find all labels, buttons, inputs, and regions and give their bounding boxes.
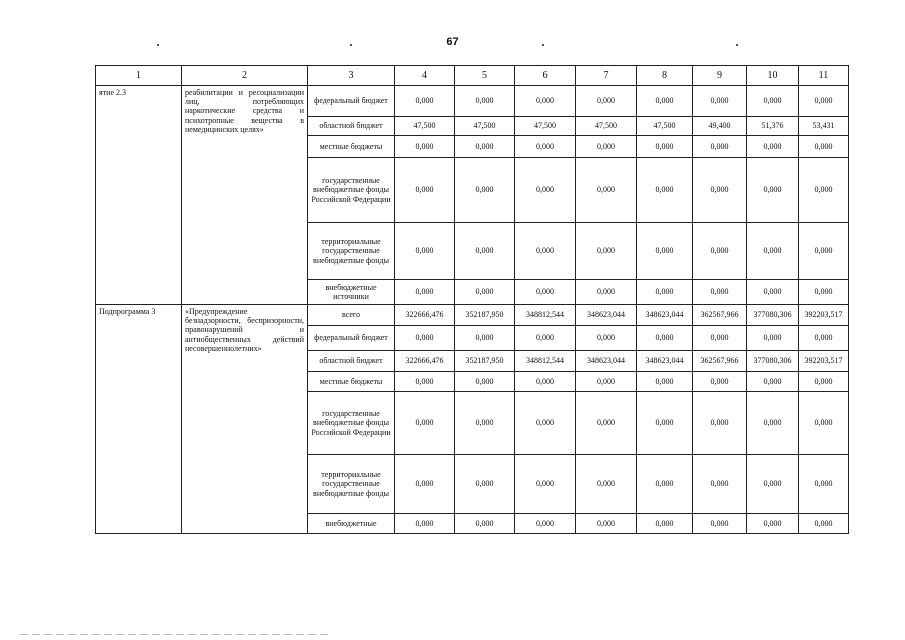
budget-value: 377080,306: [747, 305, 799, 326]
budget-value: 0,000: [799, 280, 849, 305]
budget-value: 348623,044: [576, 305, 637, 326]
budget-value: 0,000: [693, 223, 747, 280]
funding-source: местные бюджеты: [308, 372, 395, 392]
budget-value: 0,000: [799, 455, 849, 514]
budget-value: 348623,044: [576, 351, 637, 372]
budget-value: 0,000: [515, 455, 576, 514]
budget-value: 0,000: [747, 392, 799, 455]
budget-value: 348812,544: [515, 305, 576, 326]
budget-value: 0,000: [515, 372, 576, 392]
budget-value: 0,000: [693, 158, 747, 223]
budget-value: 47,500: [515, 117, 576, 136]
budget-value: 0,000: [799, 136, 849, 158]
budget-value: 0,000: [576, 372, 637, 392]
budget-value: 0,000: [395, 455, 455, 514]
program-description: «Предупреждение безнадзорности, беспризорности, правонарушений и антиобщественных действий несовершеннолетних»: [182, 305, 308, 534]
budget-value: 47,500: [637, 117, 693, 136]
budget-value: 0,000: [747, 280, 799, 305]
budget-value: 0,000: [693, 86, 747, 117]
budget-value: 0,000: [799, 372, 849, 392]
table-row: [96, 86, 849, 117]
budget-value: 0,000: [637, 455, 693, 514]
budget-value: 0,000: [799, 158, 849, 223]
scan-dot: [542, 44, 544, 46]
budget-value: 0,000: [637, 392, 693, 455]
funding-source: территориальные государственные внебюджетные фонды: [308, 223, 395, 280]
scan-dot: [157, 44, 159, 46]
budget-value: 0,000: [693, 514, 747, 534]
budget-value: 0,000: [395, 392, 455, 455]
budget-value: 0,000: [395, 280, 455, 305]
column-number: 7: [576, 66, 637, 86]
budget-value: 322666,476: [395, 305, 455, 326]
budget-value: 0,000: [455, 392, 515, 455]
page-number: 67: [446, 36, 459, 48]
budget-value: 0,000: [455, 223, 515, 280]
budget-value: 51,376: [747, 117, 799, 136]
budget-value: 0,000: [576, 86, 637, 117]
budget-value: 0,000: [693, 326, 747, 351]
funding-source: федеральный бюджет: [308, 86, 395, 117]
budget-value: 0,000: [395, 158, 455, 223]
budget-value: 392203,517: [799, 305, 849, 326]
budget-value: 0,000: [515, 136, 576, 158]
funding-source: местные бюджеты: [308, 136, 395, 158]
budget-value: 0,000: [637, 326, 693, 351]
budget-value: 0,000: [395, 223, 455, 280]
budget-value: 47,500: [455, 117, 515, 136]
budget-value: 0,000: [799, 86, 849, 117]
budget-value: 0,000: [515, 514, 576, 534]
column-number: 2: [182, 66, 308, 86]
column-number: 9: [693, 66, 747, 86]
budget-value: 0,000: [455, 455, 515, 514]
budget-value: 0,000: [455, 326, 515, 351]
funding-source: федеральный бюджет: [308, 326, 395, 351]
scan-dot: [736, 44, 738, 46]
budget-value: 0,000: [637, 514, 693, 534]
funding-source: территориальные государственные внебюджетные фонды: [308, 455, 395, 514]
budget-value: 0,000: [693, 280, 747, 305]
budget-value: 0,000: [693, 372, 747, 392]
funding-source: внебюджетные источники: [308, 280, 395, 305]
budget-value: 0,000: [515, 86, 576, 117]
funding-source: государственные внебюджетные фонды Российской Федерации: [308, 158, 395, 223]
budget-value: 0,000: [747, 86, 799, 117]
budget-value: 348623,044: [637, 351, 693, 372]
budget-value: 0,000: [515, 158, 576, 223]
budget-value: 0,000: [799, 392, 849, 455]
budget-value: 0,000: [576, 514, 637, 534]
budget-value: 0,000: [747, 223, 799, 280]
funding-source: внебюджетные: [308, 514, 395, 534]
budget-value: 0,000: [515, 392, 576, 455]
budget-value: 0,000: [747, 158, 799, 223]
budget-value: 0,000: [637, 86, 693, 117]
budget-value: 0,000: [637, 136, 693, 158]
funding-source: областной бюджет: [308, 117, 395, 136]
funding-source: областной бюджет: [308, 351, 395, 372]
budget-value: 0,000: [576, 223, 637, 280]
budget-value: 0,000: [693, 455, 747, 514]
budget-value: 0,000: [576, 392, 637, 455]
budget-value: 0,000: [455, 280, 515, 305]
budget-value: 0,000: [747, 514, 799, 534]
budget-value: 49,400: [693, 117, 747, 136]
budget-value: 0,000: [747, 136, 799, 158]
budget-value: 348623,044: [637, 305, 693, 326]
budget-value: 0,000: [637, 280, 693, 305]
budget-value: 0,000: [576, 455, 637, 514]
program-label: Подпрограмма 3: [96, 305, 182, 534]
funding-source: всего: [308, 305, 395, 326]
budget-value: 322666,476: [395, 351, 455, 372]
budget-value: 352187,950: [455, 305, 515, 326]
budget-value: 0,000: [799, 514, 849, 534]
program-description: реабилитации и ресоциализации лиц, потребляющих наркотические средства и психотропные вещества в немедицинских целях»: [182, 86, 308, 305]
budget-value: 0,000: [799, 326, 849, 351]
column-number-row: [96, 66, 849, 86]
budget-value: 362567,966: [693, 351, 747, 372]
budget-value: 0,000: [576, 136, 637, 158]
budget-value: 0,000: [395, 326, 455, 351]
budget-value: 348812,544: [515, 351, 576, 372]
budget-value: 0,000: [576, 280, 637, 305]
scan-artifact: [20, 634, 330, 635]
budget-value: 0,000: [747, 326, 799, 351]
column-number: 3: [308, 66, 395, 86]
program-label: ятие 2.3: [96, 86, 182, 305]
budget-value: 0,000: [693, 136, 747, 158]
column-number: 10: [747, 66, 799, 86]
column-number: 5: [455, 66, 515, 86]
budget-value: 0,000: [515, 326, 576, 351]
column-number: 8: [637, 66, 693, 86]
budget-value: 0,000: [747, 372, 799, 392]
budget-value: 0,000: [637, 372, 693, 392]
budget-value: 0,000: [576, 158, 637, 223]
budget-value: 0,000: [693, 392, 747, 455]
budget-value: 0,000: [576, 326, 637, 351]
table-row: [96, 305, 849, 326]
budget-value: 0,000: [395, 136, 455, 158]
budget-value: 0,000: [455, 514, 515, 534]
budget-value: 0,000: [455, 86, 515, 117]
budget-value: 352187,950: [455, 351, 515, 372]
budget-value: 47,500: [576, 117, 637, 136]
budget-value: 0,000: [455, 372, 515, 392]
budget-value: 0,000: [395, 372, 455, 392]
budget-value: 362567,966: [693, 305, 747, 326]
column-number: 6: [515, 66, 576, 86]
scan-dot: [350, 44, 352, 46]
column-number: 4: [395, 66, 455, 86]
funding-source: государственные внебюджетные фонды Российской Федерации: [308, 392, 395, 455]
budget-value: 47,500: [395, 117, 455, 136]
budget-value: 0,000: [637, 158, 693, 223]
column-number: 1: [96, 66, 182, 86]
budget-value: 0,000: [637, 223, 693, 280]
budget-table: [95, 65, 849, 534]
budget-value: 0,000: [747, 455, 799, 514]
budget-value: 377080,306: [747, 351, 799, 372]
budget-value: 0,000: [395, 514, 455, 534]
budget-value: 392203,517: [799, 351, 849, 372]
budget-value: 53,431: [799, 117, 849, 136]
budget-value: 0,000: [799, 223, 849, 280]
budget-value: 0,000: [515, 223, 576, 280]
budget-value: 0,000: [455, 158, 515, 223]
budget-value: 0,000: [395, 86, 455, 117]
budget-value: 0,000: [515, 280, 576, 305]
column-number: 11: [799, 66, 849, 86]
budget-value: 0,000: [455, 136, 515, 158]
